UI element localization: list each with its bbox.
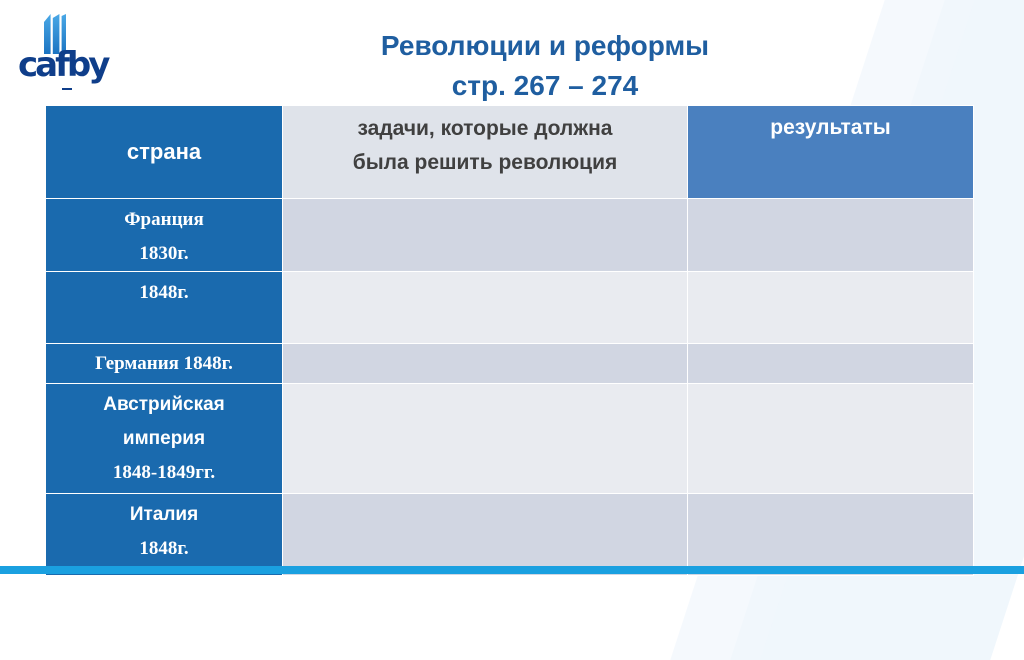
tasks-cell[interactable] xyxy=(283,384,688,494)
header-country: страна xyxy=(46,106,283,199)
header-tasks-line-1: задачи, которые должна xyxy=(357,117,613,140)
row-country-line-3: 1848-1849гг. xyxy=(112,462,216,483)
logo xyxy=(18,14,110,94)
row-country-line-1: 1848г. xyxy=(139,282,189,303)
tasks-cell[interactable] xyxy=(283,344,688,384)
table-header-row xyxy=(46,106,974,199)
table-row xyxy=(46,272,974,344)
revolutions-table xyxy=(45,105,974,576)
row-country-line-2: империя xyxy=(122,428,206,449)
table-row xyxy=(46,384,974,494)
row-country-line-1: Италия xyxy=(129,504,199,525)
results-cell[interactable] xyxy=(688,272,974,344)
logo-underline xyxy=(62,88,72,90)
row-country-line-2: 1830г. xyxy=(139,243,189,264)
row-country xyxy=(46,384,283,494)
row-country-line-1: Германия 1848г. xyxy=(95,352,233,374)
row-country xyxy=(46,199,283,272)
results-cell[interactable] xyxy=(688,384,974,494)
table-row xyxy=(46,199,974,272)
results-cell[interactable] xyxy=(688,344,974,384)
header-tasks xyxy=(283,106,688,199)
row-country xyxy=(46,494,283,576)
table-row xyxy=(46,344,974,384)
tasks-cell[interactable] xyxy=(283,494,688,576)
row-country-line-1: Австрийская xyxy=(103,394,225,415)
tasks-cell[interactable] xyxy=(283,272,688,344)
row-country-line-1: Франция xyxy=(124,209,204,230)
header-results: результаты xyxy=(688,106,974,199)
bottom-accent-bar xyxy=(0,566,1024,574)
table-row xyxy=(46,494,974,576)
tasks-cell[interactable] xyxy=(283,199,688,272)
results-cell[interactable] xyxy=(688,494,974,576)
logo-text: cafby xyxy=(18,45,108,85)
results-cell[interactable] xyxy=(688,199,974,272)
title-line-1: Революции и реформы xyxy=(380,30,710,61)
row-country xyxy=(46,272,283,344)
row-country-line-2: 1848г. xyxy=(139,538,189,559)
slide-title xyxy=(330,26,760,106)
title-line-2: стр. 267 – 274 xyxy=(451,70,639,101)
row-country xyxy=(46,344,283,384)
header-tasks-line-2: была решить революция xyxy=(352,151,618,174)
